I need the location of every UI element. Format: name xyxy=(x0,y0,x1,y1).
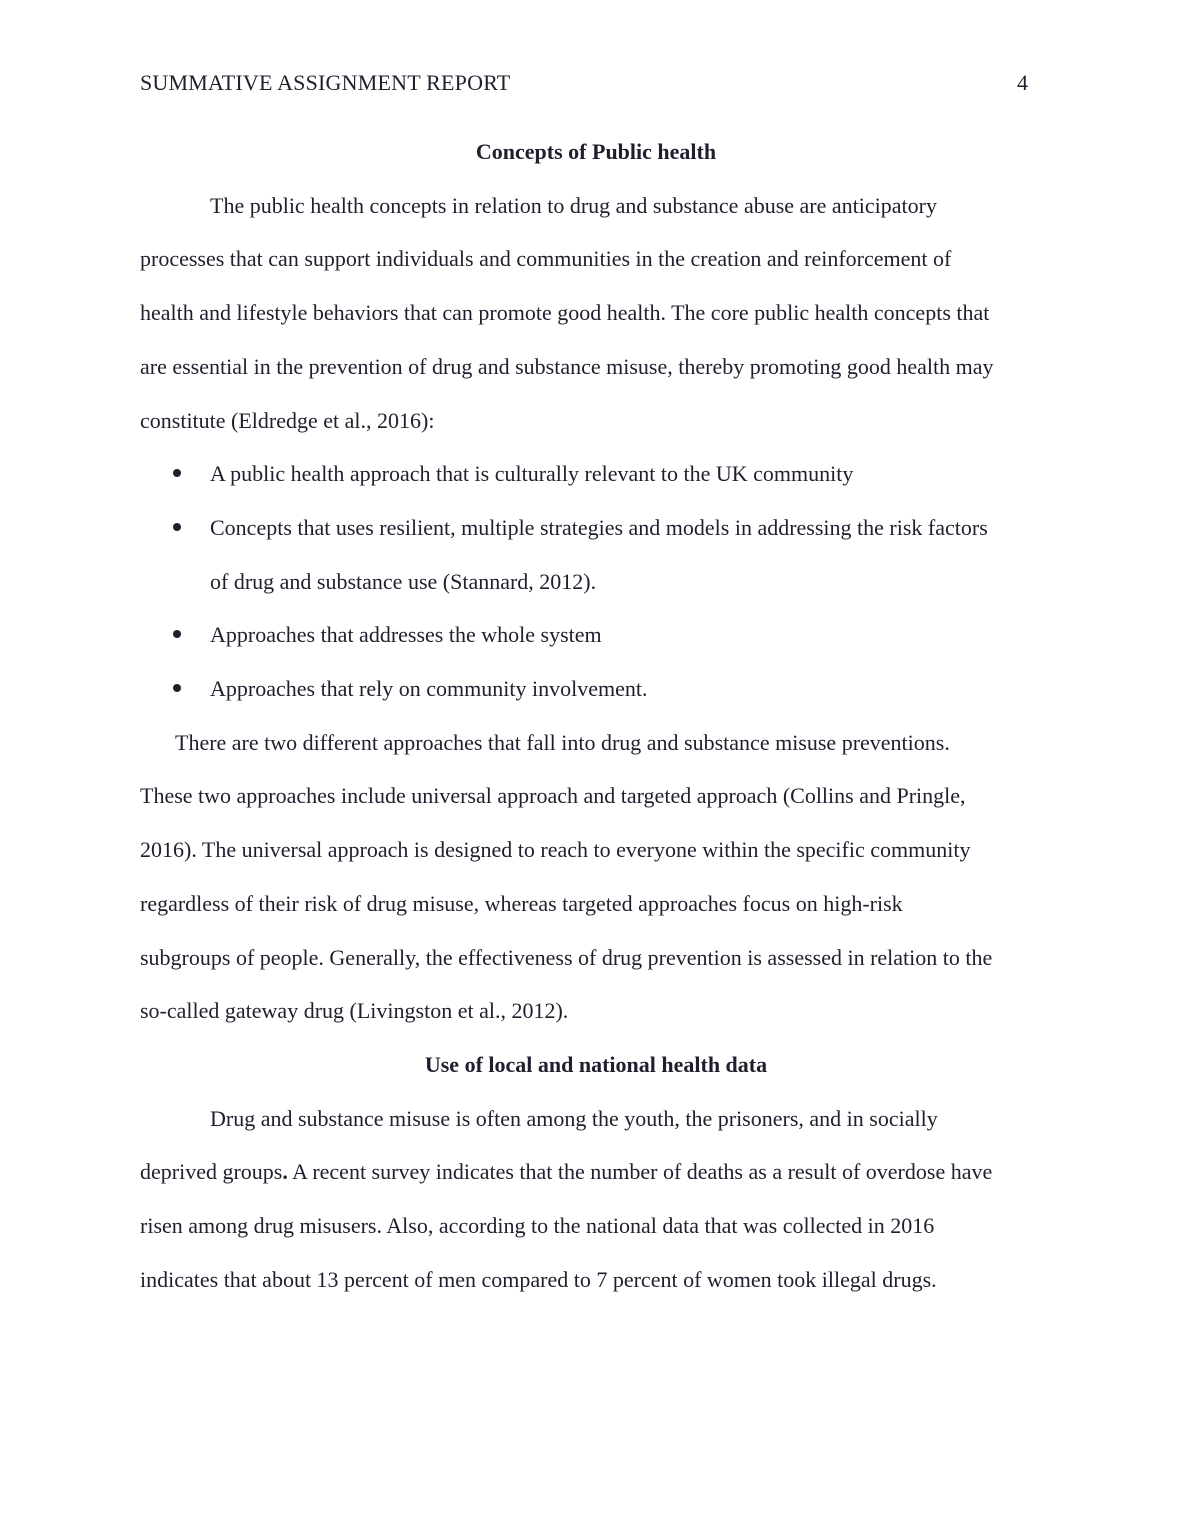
list-item xyxy=(210,662,1052,716)
bullet-icon xyxy=(173,469,181,477)
paragraph-line: The public health concepts in relation to drug and substance abuse are anticipatory xyxy=(210,192,937,218)
document-body xyxy=(140,125,1052,1306)
paragraph-line: are essential in the prevention of drug and substance misuse, thereby promoting good health may xyxy=(140,353,994,379)
paragraph-line: regardless of their risk of drug misuse, whereas targeted approaches focus on high-risk xyxy=(140,890,903,916)
section-heading-concepts: Concepts of Public health xyxy=(475,139,717,164)
bullet-icon xyxy=(173,684,181,692)
list-item-text: Approaches that addresses the whole system xyxy=(210,622,602,648)
list-item-text: Concepts that uses resilient, multiple strategies and models in addressing the risk factors xyxy=(210,514,988,540)
list-item xyxy=(210,608,1052,662)
page-number: 4 xyxy=(1017,70,1028,95)
approaches-paragraph xyxy=(140,716,1052,1038)
paragraph-line: These two approaches include universal approach and targeted approach (Collins and Pringle, xyxy=(140,783,966,809)
paragraph-line: risen among drug misusers. Also, according to the national data that was collected in 2016 xyxy=(140,1213,935,1239)
paragraph-line: constitute (Eldredge et al., 2016): xyxy=(140,407,435,433)
health-data-paragraph xyxy=(140,1092,1052,1307)
paragraph-line: subgroups of people. Generally, the effectiveness of drug prevention is assessed in relation to the xyxy=(140,944,993,970)
paragraph-line: There are two different approaches that fall into drug and substance misuse preventions. xyxy=(175,729,950,755)
bold-period: . xyxy=(282,1159,288,1185)
list-item-text: Approaches that rely on community involvement. xyxy=(210,676,648,702)
paragraph-line: 2016). The universal approach is designed to reach to everyone within the specific community xyxy=(140,837,971,863)
paragraph-line xyxy=(140,1145,1052,1199)
list-item xyxy=(210,447,1052,501)
concepts-bullet-list xyxy=(140,447,1052,716)
paragraph-line: health and lifestyle behaviors that can promote good health. The core public health concepts that xyxy=(140,300,990,326)
paragraph-line: so-called gateway drug (Livingston et al., 2012). xyxy=(140,998,569,1024)
bullet-icon xyxy=(173,630,181,638)
intro-paragraph xyxy=(140,179,1052,448)
list-item-text: A public health approach that is culturally relevant to the UK community xyxy=(210,461,854,487)
bullet-icon xyxy=(173,523,181,531)
list-item-text: of drug and substance use (Stannard, 2012). xyxy=(210,568,597,594)
paragraph-text: deprived groups xyxy=(140,1159,283,1185)
paragraph-line: Drug and substance misuse is often among the youth, the prisoners, and in socially xyxy=(210,1105,938,1131)
list-item xyxy=(210,501,1052,608)
paragraph-line: indicates that about 13 percent of men compared to 7 percent of women took illegal drugs. xyxy=(140,1266,937,1292)
section-heading-health-data: Use of local and national health data xyxy=(424,1051,768,1077)
paragraph-line: processes that can support individuals and communities in the creation and reinforcement of xyxy=(140,246,952,272)
running-head: SUMMATIVE ASSIGNMENT REPORT xyxy=(140,70,511,95)
paragraph-text: A recent survey indicates that the number of deaths as a result of overdose have xyxy=(287,1159,993,1185)
